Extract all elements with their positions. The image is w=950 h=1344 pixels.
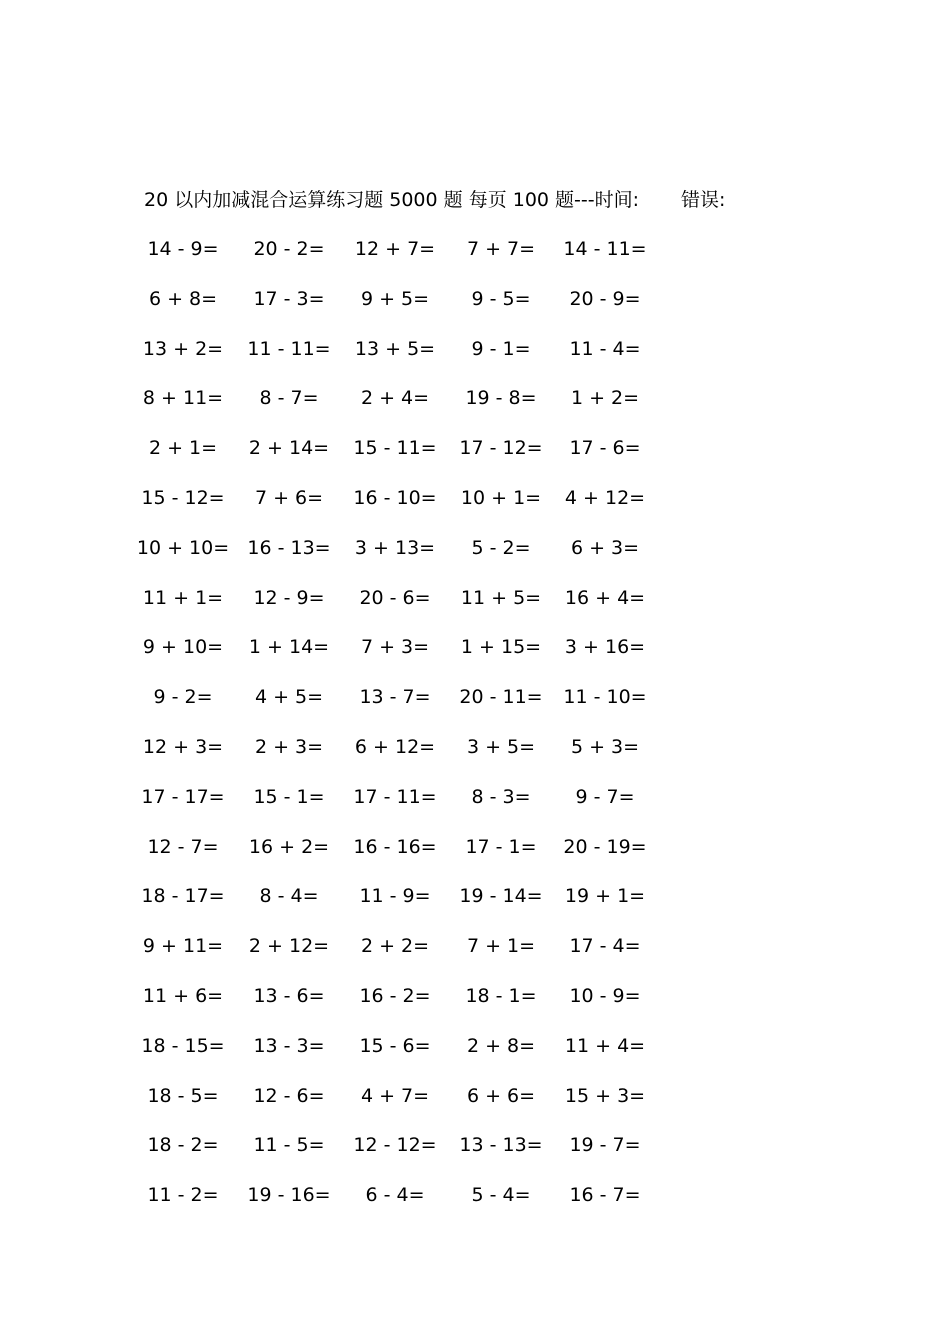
problem-item: 17 - 1=: [465, 835, 537, 858]
problem-item: 15 + 3=: [564, 1084, 646, 1107]
problem-item: 2 + 1=: [148, 437, 218, 460]
problem-item: 2 + 2=: [360, 935, 430, 958]
problem-item: 10 + 10=: [136, 536, 230, 559]
problem-item: 11 + 1=: [142, 586, 224, 609]
problem-item: 11 - 5=: [253, 1134, 325, 1157]
problem-item: 6 + 6=: [466, 1084, 536, 1107]
problem-row: [0, 1082, 950, 1132]
problem-item: 1 + 2=: [570, 387, 640, 410]
problem-row: [0, 434, 950, 484]
problem-item: 16 + 2=: [248, 835, 330, 858]
problem-item: 3 + 5=: [466, 735, 536, 758]
problem-item: 2 + 12=: [248, 935, 330, 958]
problem-item: 16 - 16=: [353, 835, 437, 858]
problem-item: 11 - 10=: [563, 686, 647, 709]
problem-item: 19 - 14=: [459, 885, 543, 908]
problem-item: 12 + 3=: [142, 735, 224, 758]
problem-item: 17 - 6=: [569, 437, 641, 460]
worksheet-header: [144, 186, 725, 214]
problem-item: 13 - 7=: [359, 686, 431, 709]
problem-item: 17 - 12=: [459, 437, 543, 460]
problem-item: 2 + 8=: [466, 1034, 536, 1057]
problem-item: 9 - 7=: [575, 785, 635, 808]
problem-item: 20 - 11=: [459, 686, 543, 709]
problem-row: [0, 1032, 950, 1082]
problem-item: 13 - 3=: [253, 1034, 325, 1057]
problem-item: 17 - 17=: [141, 785, 225, 808]
problem-item: 4 + 5=: [254, 686, 324, 709]
problem-item: 20 - 6=: [359, 586, 431, 609]
problem-item: 19 - 8=: [465, 387, 537, 410]
problem-item: 17 - 11=: [353, 785, 437, 808]
problem-item: 12 - 6=: [253, 1084, 325, 1107]
problem-item: 16 + 4=: [564, 586, 646, 609]
problem-item: 7 + 1=: [466, 935, 536, 958]
problem-item: 18 - 15=: [141, 1034, 225, 1057]
problem-item: 9 + 11=: [142, 935, 224, 958]
problem-item: 11 + 6=: [142, 984, 224, 1007]
problem-item: 12 - 7=: [147, 835, 219, 858]
problem-row: [0, 683, 950, 733]
problem-item: 11 + 5=: [460, 586, 542, 609]
problem-row: [0, 982, 950, 1032]
problem-item: 5 - 4=: [471, 1184, 531, 1207]
problem-item: 19 - 7=: [569, 1134, 641, 1157]
problem-item: 9 - 2=: [153, 686, 213, 709]
problem-item: 5 - 2=: [471, 536, 531, 559]
problem-row: [0, 534, 950, 584]
problem-item: 7 + 7=: [466, 238, 536, 260]
problem-item: 15 - 6=: [359, 1034, 431, 1057]
problem-grid: [0, 235, 950, 1231]
problem-item: 12 - 9=: [253, 586, 325, 609]
problem-item: 12 + 7=: [354, 238, 436, 260]
problem-item: 15 - 12=: [141, 486, 225, 509]
problem-item: 17 - 3=: [253, 287, 325, 310]
problem-row: [0, 1181, 950, 1231]
problem-item: 11 - 2=: [147, 1184, 219, 1207]
problem-item: 11 - 11=: [247, 337, 331, 360]
problem-row: [0, 484, 950, 534]
problem-item: 18 - 1=: [465, 984, 537, 1007]
problem-item: 19 + 1=: [564, 885, 646, 908]
problem-item: 6 + 3=: [570, 536, 640, 559]
problem-item: 2 + 3=: [254, 735, 324, 758]
problem-row: [0, 335, 950, 385]
problem-item: 11 - 4=: [569, 337, 641, 360]
errors-label: 错误:: [681, 189, 726, 211]
problem-item: 20 - 2=: [253, 238, 325, 260]
problem-item: 4 + 7=: [360, 1084, 430, 1107]
problem-item: 11 - 9=: [359, 885, 431, 908]
problem-row: [0, 1131, 950, 1181]
problem-item: 1 + 14=: [248, 636, 330, 659]
problem-item: 3 + 16=: [564, 636, 646, 659]
problem-item: 6 + 8=: [148, 287, 218, 310]
problem-item: 8 - 3=: [471, 785, 531, 808]
problem-item: 15 - 1=: [253, 785, 325, 808]
problem-item: 9 - 5=: [471, 287, 531, 310]
problem-row: [0, 833, 950, 883]
problem-item: 6 - 4=: [365, 1184, 425, 1207]
problem-row: [0, 882, 950, 932]
problem-item: 9 + 10=: [142, 636, 224, 659]
problem-row: [0, 633, 950, 683]
problem-item: 13 + 5=: [354, 337, 436, 360]
problem-item: 17 - 4=: [569, 935, 641, 958]
problem-item: 8 - 7=: [259, 387, 319, 410]
problem-item: 5 + 3=: [570, 735, 640, 758]
problem-item: 18 - 5=: [147, 1084, 219, 1107]
problem-item: 15 - 11=: [353, 437, 437, 460]
problem-row: [0, 733, 950, 783]
problem-item: 14 - 9=: [147, 238, 219, 260]
problem-item: 14 - 11=: [563, 238, 647, 260]
problem-item: 10 + 1=: [460, 486, 542, 509]
problem-item: 18 - 2=: [147, 1134, 219, 1157]
problem-item: 13 + 2=: [142, 337, 224, 360]
problem-item: 7 + 3=: [360, 636, 430, 659]
problem-item: 11 + 4=: [564, 1034, 646, 1057]
problem-item: 18 - 17=: [141, 885, 225, 908]
problem-item: 19 - 16=: [247, 1184, 331, 1207]
problem-item: 8 - 4=: [259, 885, 319, 908]
problem-row: [0, 285, 950, 335]
problem-item: 3 + 13=: [354, 536, 436, 559]
problem-item: 2 + 14=: [248, 437, 330, 460]
problem-item: 7 + 6=: [254, 486, 324, 509]
problem-item: 2 + 4=: [360, 387, 430, 410]
problem-item: 13 - 6=: [253, 984, 325, 1007]
problem-item: 13 - 13=: [459, 1134, 543, 1157]
problem-row: [0, 384, 950, 434]
problem-item: 9 - 1=: [471, 337, 531, 360]
problem-row: [0, 932, 950, 982]
problem-item: 10 - 9=: [569, 984, 641, 1007]
problem-item: 16 - 2=: [359, 984, 431, 1007]
problem-item: 20 - 19=: [563, 835, 647, 858]
problem-row: [0, 783, 950, 833]
problem-item: 4 + 12=: [564, 486, 646, 509]
problem-item: 20 - 9=: [569, 287, 641, 310]
problem-item: 1 + 15=: [460, 636, 542, 659]
problem-item: 8 + 11=: [142, 387, 224, 410]
problem-row: [0, 235, 950, 285]
problem-item: 6 + 12=: [354, 735, 436, 758]
problem-item: 12 - 12=: [353, 1134, 437, 1157]
worksheet-title: 20 以内加减混合运算练习题 5000 题 每页 100 题---时间:: [144, 189, 640, 211]
problem-item: 16 - 7=: [569, 1184, 641, 1207]
problem-item: 16 - 10=: [353, 486, 437, 509]
problem-item: 16 - 13=: [247, 536, 331, 559]
problem-item: 9 + 5=: [360, 287, 430, 310]
problem-row: [0, 584, 950, 634]
